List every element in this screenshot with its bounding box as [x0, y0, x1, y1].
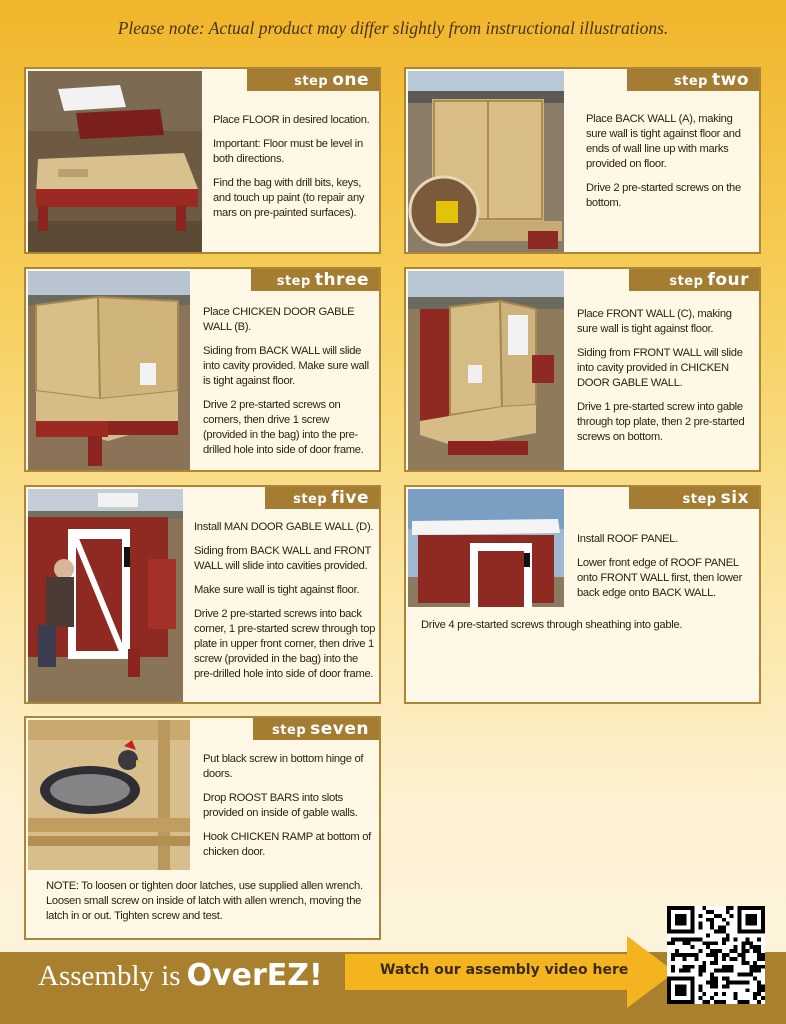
step-word: step	[293, 492, 328, 507]
step-number: two	[711, 70, 749, 90]
assembly-tagline	[38, 954, 323, 998]
step-four-text	[577, 307, 755, 454]
step-word: step	[682, 492, 717, 507]
step-five-text	[194, 520, 378, 691]
step-three-text	[203, 305, 375, 467]
step-six-text	[577, 532, 755, 610]
step-word: step	[294, 74, 329, 89]
step-six-banner	[629, 487, 759, 509]
disclaimer-note: Please note: Actual product may differ slightly from instructional illustrations.	[117, 18, 669, 38]
step-two-text	[586, 112, 754, 220]
step-five-line-4: Drive 2 pre-started screws into back corner, 1 pre-started screw through top plate in upper front corner, then drive 1 screw (provided in the bag) into the pre-drilled hole into side of door frame.	[194, 608, 376, 680]
step-two-panel	[404, 67, 761, 254]
step-five-panel	[24, 485, 381, 704]
step-one-line-3: Find the bag with drill bits, keys, and touch up paint (to repair any mars on pre-painted surfaces).	[213, 177, 365, 219]
qr-code-icon[interactable]	[667, 906, 765, 1004]
step-one-panel	[24, 67, 381, 254]
step-seven-line-1: Put black screw in bottom hinge of doors.	[203, 753, 364, 780]
step-seven-line-2: Drop ROOST BARS into slots provided on inside of gable walls.	[203, 792, 358, 819]
step-one-line-2: Important: Floor must be level in both directions.	[213, 138, 363, 165]
step-five-line-3: Make sure wall is tight against floor.	[194, 584, 360, 596]
step-four-panel	[404, 267, 761, 472]
step-word: step	[272, 723, 307, 738]
assembly-text: Assembly is	[38, 960, 181, 992]
step-seven-note	[46, 879, 364, 933]
step-six-line-3: Drive 4 pre-started screws through sheathing into gable.	[421, 619, 683, 631]
step-four-line-2: Siding from FRONT WALL will slide into cavity provided in CHICKEN DOOR GABLE WALL.	[577, 347, 743, 389]
step-seven-line-3: Hook CHICKEN RAMP at bottom of chicken door.	[203, 831, 371, 858]
step-seven-text	[203, 752, 373, 869]
step-three-line-3: Drive 2 pre-started screws on corners, then drive 1 screw (provided in the bag) into the pre-drilled hole into side of door frame.	[203, 399, 364, 456]
step-number: six	[720, 488, 749, 508]
step-number: three	[314, 270, 369, 290]
step-two-banner	[627, 69, 759, 91]
step-three-banner	[251, 269, 379, 291]
step-five-photo	[28, 489, 183, 702]
step-seven-banner	[253, 718, 379, 740]
step-one-line-1: Place FLOOR in desired location.	[213, 114, 370, 126]
step-number: five	[331, 488, 369, 508]
step-four-banner	[629, 269, 759, 291]
step-four-line-1: Place FRONT WALL (C), making sure wall is tight against floor.	[577, 308, 732, 335]
step-one-banner	[247, 69, 379, 91]
step-word: step	[276, 274, 311, 289]
step-number: one	[332, 70, 369, 90]
step-two-line-2: Drive 2 pre-started screws on the bottom.	[586, 182, 741, 209]
video-link[interactable]: Watch our assembly video here	[380, 962, 629, 978]
step-six-extra	[421, 618, 751, 642]
step-number: seven	[310, 719, 369, 739]
step-two-line-1: Place BACK WALL (A), making sure wall is tight against floor and ends of wall line up with marks provided on floor.	[586, 113, 741, 170]
step-five-line-1: Install MAN DOOR GABLE WALL (D).	[194, 521, 374, 533]
step-five-banner	[265, 487, 379, 509]
step-number: four	[707, 270, 749, 290]
step-seven-photo	[28, 720, 190, 870]
step-two-photo	[408, 71, 564, 252]
step-five-line-2: Siding from BACK WALL and FRONT WALL will slide into cavities provided.	[194, 545, 371, 572]
step-word: step	[673, 74, 708, 89]
step-seven-note-text: NOTE: To loosen or tighten door latches, use supplied allen wrench. Loosen small screw on inside of latch with allen wrench, moving the latch in or out. Tighten screw and test.	[46, 880, 363, 922]
step-six-panel	[404, 485, 761, 704]
step-one-photo	[28, 71, 202, 252]
step-four-photo	[408, 271, 564, 470]
step-six-photo	[408, 489, 564, 607]
step-three-line-2: Siding from BACK WALL will slide into cavity provided. Make sure wall is tight against floor.	[203, 345, 369, 387]
step-six-line-2: Lower front edge of ROOF PANEL onto FRONT WALL first, then lower back edge onto BACK WALL.	[577, 557, 743, 599]
step-three-line-1: Place CHICKEN DOOR GABLE WALL (B).	[203, 306, 355, 333]
step-one-text	[213, 113, 373, 230]
step-six-line-1: Install ROOF PANEL.	[577, 533, 679, 545]
step-seven-panel	[24, 716, 381, 940]
step-three-panel	[24, 267, 381, 472]
brand-name: OverEZ!	[186, 958, 323, 993]
step-word: step	[669, 274, 704, 289]
step-three-photo	[28, 271, 190, 470]
step-four-line-3: Drive 1 pre-started screw into gable through top plate, then 2 pre-started screws on bottom.	[577, 401, 745, 443]
